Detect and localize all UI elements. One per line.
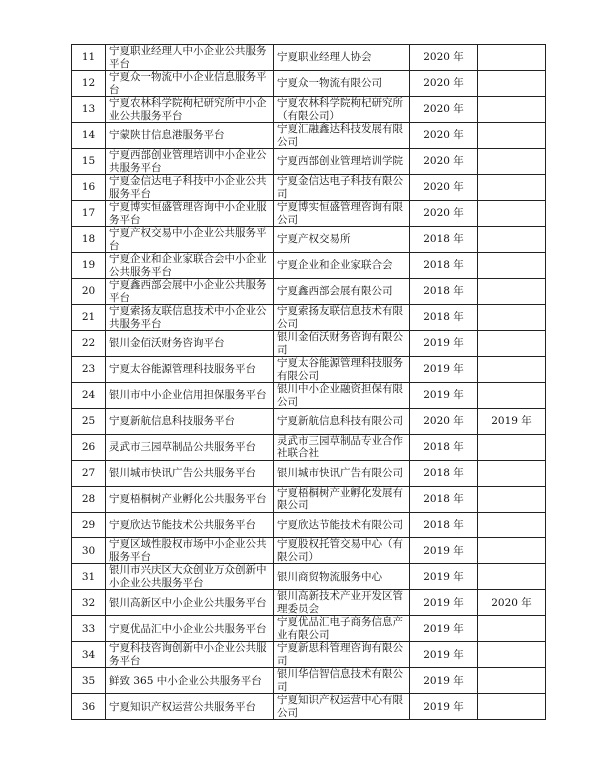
platform-name: 宁蒙陕甘信息港服务平台 — [106, 123, 274, 149]
year-cell: 2018 年 — [410, 279, 478, 305]
table-row — [72, 409, 546, 435]
platform-name: 银川市兴庆区大众创业万众创新中小企业公共服务平台 — [106, 564, 274, 590]
operator-org: 宁夏农林科学院枸杞研究所（有限公司） — [274, 97, 410, 123]
platform-name: 宁夏新航信息科技服务平台 — [106, 409, 274, 435]
platform-name: 宁夏金信达电子科技中小企业公共服务平台 — [106, 175, 274, 201]
extra-year-cell — [478, 694, 546, 720]
operator-org: 宁夏欣达节能技术有限公司 — [274, 512, 410, 538]
table-row — [72, 123, 546, 149]
operator-org: 银川商贸物流服务中心 — [274, 564, 410, 590]
operator-org: 宁夏太谷能源管理科技服务有限公司 — [274, 357, 410, 383]
extra-year-cell — [478, 201, 546, 227]
table-row — [72, 97, 546, 123]
extra-year-cell — [478, 71, 546, 97]
extra-year-cell — [478, 460, 546, 486]
platform-name: 银川市中小企业信用担保服务平台 — [106, 383, 274, 409]
platform-name: 宁夏区域性股权市场中小企业公共服务平台 — [106, 538, 274, 564]
table-row — [72, 668, 546, 694]
year-cell: 2019 年 — [410, 616, 478, 642]
extra-year-cell — [478, 383, 546, 409]
platform-name: 宁夏企业和企业家联合会中小企业公共服务平台 — [106, 253, 274, 279]
extra-year-cell — [478, 434, 546, 460]
table-row — [72, 486, 546, 512]
row-number: 20 — [72, 279, 106, 305]
row-number: 28 — [72, 486, 106, 512]
year-cell: 2020 年 — [410, 149, 478, 175]
platform-name: 灵武市三园草制品公共服务平台 — [106, 434, 274, 460]
platform-name: 宁夏西部创业管理培训中小企业公共服务平台 — [106, 149, 274, 175]
row-number: 21 — [72, 305, 106, 331]
extra-year-cell — [478, 331, 546, 357]
year-cell: 2020 年 — [410, 71, 478, 97]
platform-name: 宁夏太谷能源管理科技服务平台 — [106, 357, 274, 383]
table-row — [72, 694, 546, 720]
operator-org: 灵武市三园草制品专业合作社联合社 — [274, 434, 410, 460]
operator-org: 宁夏股权托管交易中心（有限公司） — [274, 538, 410, 564]
platform-name: 宁夏产权交易中小企业公共服务平台 — [106, 227, 274, 253]
row-number: 35 — [72, 668, 106, 694]
year-cell: 2019 年 — [410, 694, 478, 720]
operator-org: 宁夏新思科管理咨询有限公司 — [274, 642, 410, 668]
extra-year-cell — [478, 538, 546, 564]
row-number: 12 — [72, 71, 106, 97]
operator-org: 宁夏西部创业管理培训学院 — [274, 149, 410, 175]
table-row — [72, 279, 546, 305]
table-row — [72, 71, 546, 97]
table-row — [72, 175, 546, 201]
extra-year-cell — [478, 175, 546, 201]
row-number: 27 — [72, 460, 106, 486]
platform-name: 银川高新区中小企业公共服务平台 — [106, 590, 274, 616]
extra-year-cell: 2019 年 — [478, 409, 546, 435]
operator-org: 银川金佰沃财务咨询有限公司 — [274, 331, 410, 357]
extra-year-cell — [478, 564, 546, 590]
table-row — [72, 616, 546, 642]
platform-name: 鲜致 365 中小企业公共服务平台 — [106, 668, 274, 694]
table-row — [72, 305, 546, 331]
platform-name: 宁夏欣达节能技术公共服务平台 — [106, 512, 274, 538]
row-number: 13 — [72, 97, 106, 123]
year-cell: 2019 年 — [410, 564, 478, 590]
row-number: 23 — [72, 357, 106, 383]
extra-year-cell — [478, 305, 546, 331]
row-number: 15 — [72, 149, 106, 175]
operator-org: 宁夏产权交易所 — [274, 227, 410, 253]
table-row — [72, 357, 546, 383]
platform-name: 宁夏职业经理人中小企业公共服务平台 — [106, 45, 274, 71]
year-cell: 2019 年 — [410, 668, 478, 694]
row-number: 29 — [72, 512, 106, 538]
operator-org: 宁夏鑫西部会展有限公司 — [274, 279, 410, 305]
table-row — [72, 538, 546, 564]
table-row — [72, 227, 546, 253]
row-number: 17 — [72, 201, 106, 227]
row-number: 19 — [72, 253, 106, 279]
year-cell: 2020 年 — [410, 201, 478, 227]
operator-org: 银川中小企业融资担保有限公司 — [274, 383, 410, 409]
extra-year-cell — [478, 642, 546, 668]
table-row — [72, 460, 546, 486]
year-cell: 2020 年 — [410, 175, 478, 201]
year-cell: 2018 年 — [410, 227, 478, 253]
row-number: 31 — [72, 564, 106, 590]
table-row — [72, 383, 546, 409]
operator-org: 宁夏梧桐树产业孵化发展有限公司 — [274, 486, 410, 512]
row-number: 26 — [72, 434, 106, 460]
operator-org: 银川高新技术产业开发区管理委员会 — [274, 590, 410, 616]
operator-org: 宁夏索扬友联信息技术有限公司 — [274, 305, 410, 331]
year-cell: 2020 年 — [410, 123, 478, 149]
table-row — [72, 201, 546, 227]
platform-name: 宁夏科技咨询创新中小企业公共服务平台 — [106, 642, 274, 668]
extra-year-cell — [478, 97, 546, 123]
table-row — [72, 512, 546, 538]
table-row — [72, 434, 546, 460]
extra-year-cell — [478, 149, 546, 175]
extra-year-cell — [478, 616, 546, 642]
platform-name: 宁夏梧桐树产业孵化公共服务平台 — [106, 486, 274, 512]
table-row — [72, 564, 546, 590]
extra-year-cell — [478, 486, 546, 512]
table-row — [72, 45, 546, 71]
operator-org: 宁夏金信达电子科技有限公司 — [274, 175, 410, 201]
year-cell: 2019 年 — [410, 590, 478, 616]
table-row — [72, 149, 546, 175]
operator-org: 宁夏众一物流有限公司 — [274, 71, 410, 97]
row-number: 36 — [72, 694, 106, 720]
operator-org: 宁夏知识产权运营中心有限公司 — [274, 694, 410, 720]
row-number: 18 — [72, 227, 106, 253]
year-cell: 2019 年 — [410, 383, 478, 409]
row-number: 11 — [72, 45, 106, 71]
row-number: 24 — [72, 383, 106, 409]
table-body — [72, 45, 546, 720]
platform-name: 宁夏众一物流中小企业信息服务平台 — [106, 71, 274, 97]
operator-org: 银川华信智信息技术有限公司 — [274, 668, 410, 694]
year-cell: 2018 年 — [410, 305, 478, 331]
table-row — [72, 331, 546, 357]
year-cell: 2018 年 — [410, 253, 478, 279]
year-cell: 2018 年 — [410, 434, 478, 460]
platform-name: 银川金佰沃财务咨询平台 — [106, 331, 274, 357]
row-number: 22 — [72, 331, 106, 357]
extra-year-cell — [478, 357, 546, 383]
platform-name: 宁夏优品汇中小企业公共服务平台 — [106, 616, 274, 642]
platform-name: 宁夏知识产权运营公共服务平台 — [106, 694, 274, 720]
platform-name: 宁夏农林科学院枸杞研究所中小企业公共服务平台 — [106, 97, 274, 123]
year-cell: 2020 年 — [410, 409, 478, 435]
platform-name: 宁夏博实恒盛管理咨询中小企业服务平台 — [106, 201, 274, 227]
platform-name: 宁夏索扬友联信息技术中小企业公共服务平台 — [106, 305, 274, 331]
table-row — [72, 642, 546, 668]
extra-year-cell — [478, 227, 546, 253]
row-number: 14 — [72, 123, 106, 149]
year-cell: 2019 年 — [410, 357, 478, 383]
year-cell: 2018 年 — [410, 512, 478, 538]
year-cell: 2020 年 — [410, 97, 478, 123]
row-number: 33 — [72, 616, 106, 642]
year-cell: 2019 年 — [410, 331, 478, 357]
extra-year-cell — [478, 45, 546, 71]
extra-year-cell — [478, 668, 546, 694]
platform-name: 银川城市快讯广告公共服务平台 — [106, 460, 274, 486]
operator-org: 宁夏优品汇电子商务信息产业有限公司 — [274, 616, 410, 642]
extra-year-cell — [478, 512, 546, 538]
operator-org: 宁夏博实恒盛管理咨询有限公司 — [274, 201, 410, 227]
year-cell: 2018 年 — [410, 486, 478, 512]
operator-org: 宁夏新航信息科技有限公司 — [274, 409, 410, 435]
extra-year-cell — [478, 123, 546, 149]
extra-year-cell — [478, 253, 546, 279]
year-cell: 2020 年 — [410, 45, 478, 71]
year-cell: 2019 年 — [410, 538, 478, 564]
operator-org: 宁夏企业和企业家联合会 — [274, 253, 410, 279]
row-number: 25 — [72, 409, 106, 435]
row-number: 32 — [72, 590, 106, 616]
platform-table — [71, 44, 546, 720]
operator-org: 宁夏职业经理人协会 — [274, 45, 410, 71]
table-row — [72, 590, 546, 616]
year-cell: 2019 年 — [410, 642, 478, 668]
platform-name: 宁夏鑫西部会展中小企业公共服务平台 — [106, 279, 274, 305]
extra-year-cell: 2020 年 — [478, 590, 546, 616]
row-number: 16 — [72, 175, 106, 201]
operator-org: 银川城市快讯广告有限公司 — [274, 460, 410, 486]
row-number: 34 — [72, 642, 106, 668]
year-cell: 2018 年 — [410, 460, 478, 486]
table-row — [72, 253, 546, 279]
extra-year-cell — [478, 279, 546, 305]
operator-org: 宁夏汇融鑫达科技发展有限公司 — [274, 123, 410, 149]
row-number: 30 — [72, 538, 106, 564]
